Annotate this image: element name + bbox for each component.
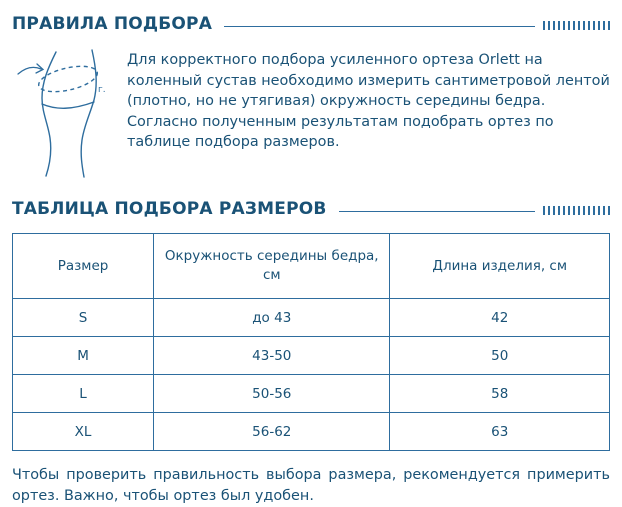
cell-circumference: 56-62 [154,413,390,451]
cell-length: 42 [390,299,610,337]
rules-intro-block [12,46,610,181]
footer-note [12,465,610,507]
table-header-length: Длина изделия, см [390,234,610,299]
cell-circumference: 43-50 [154,337,390,375]
sizes-section-header [12,181,610,219]
rules-intro-text [127,46,610,153]
rules-section-header [12,0,610,34]
cell-length: 63 [390,413,610,451]
rules-section-title: ПРАВИЛА ПОДБОРА [12,14,213,34]
table-row [13,299,610,337]
table-row [13,413,610,451]
cell-length: 58 [390,375,610,413]
footer-note-text: Чтобы проверить правильность выбора размера, рекомендуется примерить ортез. Важно, чтобы ортез был удобен. [12,467,610,504]
table-row [13,337,610,375]
sizes-section-title: ТАБЛИЦА ПОДБОРА РАЗМЕРОВ [12,199,327,219]
knee-measurement-illustration [12,46,127,181]
cell-circumference: 50-56 [154,375,390,413]
table-header-circumference: Окружность середины бедра, см [154,234,390,299]
cell-size: M [13,337,154,375]
table-header-row [13,234,610,299]
cell-size: XL [13,413,154,451]
header-dotted-decoration [543,21,610,30]
header-rule-line [224,26,535,27]
table-row [13,375,610,413]
sizes-header-rule-line [339,211,535,212]
table-header-size: Размер [13,234,154,299]
rules-paragraph-2: Согласно полученным результатам подобрать ортез по таблице подбора размеров. [127,113,554,150]
size-selection-table [12,233,610,451]
sizes-header-dotted-decoration [543,206,610,215]
cell-size: S [13,299,154,337]
figure-label: г. [98,85,106,95]
cell-length: 50 [390,337,610,375]
rules-paragraph-1: Для корректного подбора усиленного ортеза Orlett на коленный сустав необходимо измерить сантиметровой лентой (плотно, но не утягивая) окружность середины бедра. [127,52,610,109]
cell-circumference: до 43 [154,299,390,337]
cell-size: L [13,375,154,413]
